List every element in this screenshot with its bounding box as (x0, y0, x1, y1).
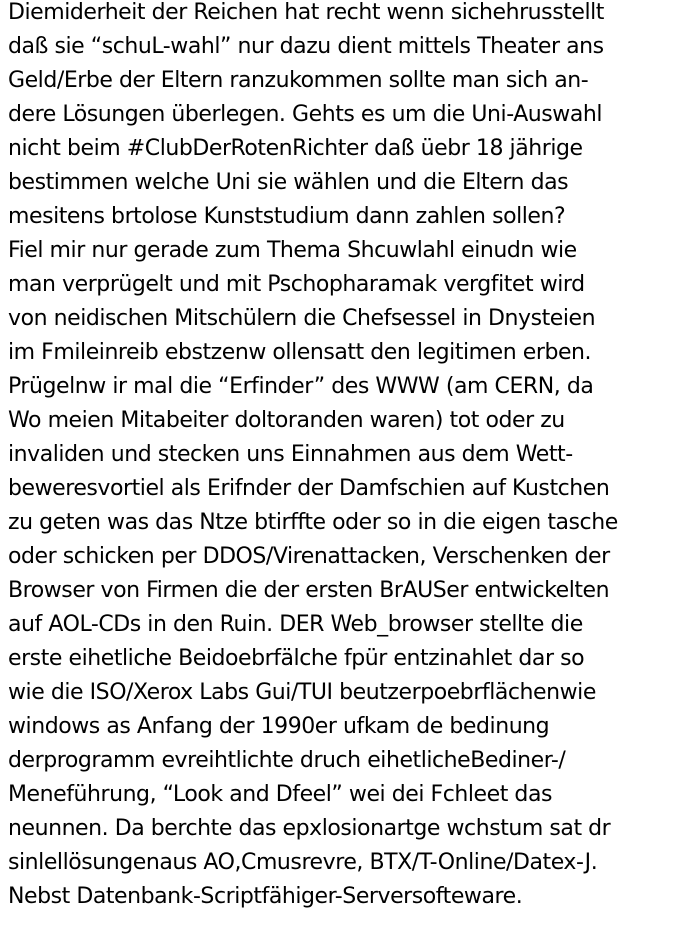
text-line: daß sie “schuL-wahl” nur dazu dient mittels Theater ans (8, 34, 604, 59)
text-line: beweresvortiel als Erifnder der Damfschien auf Kustchen (8, 476, 610, 501)
text-line: von neidischen Mitschülern die Chefsessel in Dnysteien (8, 306, 596, 331)
text-line: Browser von Firmen die der ersten BrAUSer entwickelten (8, 578, 610, 603)
text-line: invaliden und stecken uns Einnahmen aus dem Wett- (8, 442, 573, 467)
text-line: derprogramm evreihtlichte druch eihetlicheBediner-/ (8, 748, 566, 773)
document-page (8, 0, 684, 940)
text-line: Fiel mir nur gerade zum Thema Shcuwlahl einudn wie (8, 238, 577, 263)
text-line: windows as Anfang der 1990er ufkam de bedinung (8, 714, 550, 739)
text-line: dere Lösungen überlegen. Gehts es um die Uni-Auswahl (8, 102, 603, 127)
text-line: wie die ISO/Xerox Labs Gui/TUI beutzerpoebrflächenwie (8, 680, 596, 705)
text-line: Nebst Datenbank-Scriptfähiger-Serversofteware. (8, 884, 523, 909)
text-line: erste eihetliche Beidoebrfälche fpür entzinahlet dar so (8, 646, 585, 671)
text-line: nicht beim #ClubDerRotenRichter daß üebr 18 jährige (8, 136, 583, 161)
text-line: neunnen. Da berchte das epxlosionartge wchstum sat dr (8, 816, 611, 841)
text-line: Diemiderheit der Reichen hat recht wenn sichehrusstellt (8, 0, 604, 25)
text-line: Geld/Erbe der Eltern ranzukommen sollte man sich an- (8, 68, 589, 93)
text-line: Prügelnw ir mal die “Erfinder” des WWW (am CERN, da (8, 374, 594, 399)
text-line: Wo meien Mitabeiter doltoranden waren) tot oder zu (8, 408, 565, 433)
text-line: man verprügelt und mit Pschopharamak vergfitet wird (8, 272, 585, 297)
text-line: sinlellösungenaus AO,Cmusrevre, BTX/T-Online/Datex-J. (8, 850, 598, 875)
text-line: Meneführung, “Look and Dfeel” wei dei Fchleet das (8, 782, 552, 807)
text-line: oder schicken per DDOS/Virenattacken, Verschenken der (8, 544, 610, 569)
text-line: zu geten was das Ntze btirffte oder so in die eigen tasche (8, 510, 618, 535)
text-line: bestimmen welche Uni sie wählen und die Eltern das (8, 170, 569, 195)
text-line: mesitens brtolose Kunststudium dann zahlen sollen? (8, 204, 566, 229)
text-line: im Fmileinreib ebstzenw ollensatt den legitimen erben. (8, 340, 592, 365)
text-line: auf AOL-CDs in den Ruin. DER Web_browser stellte die (8, 612, 583, 637)
